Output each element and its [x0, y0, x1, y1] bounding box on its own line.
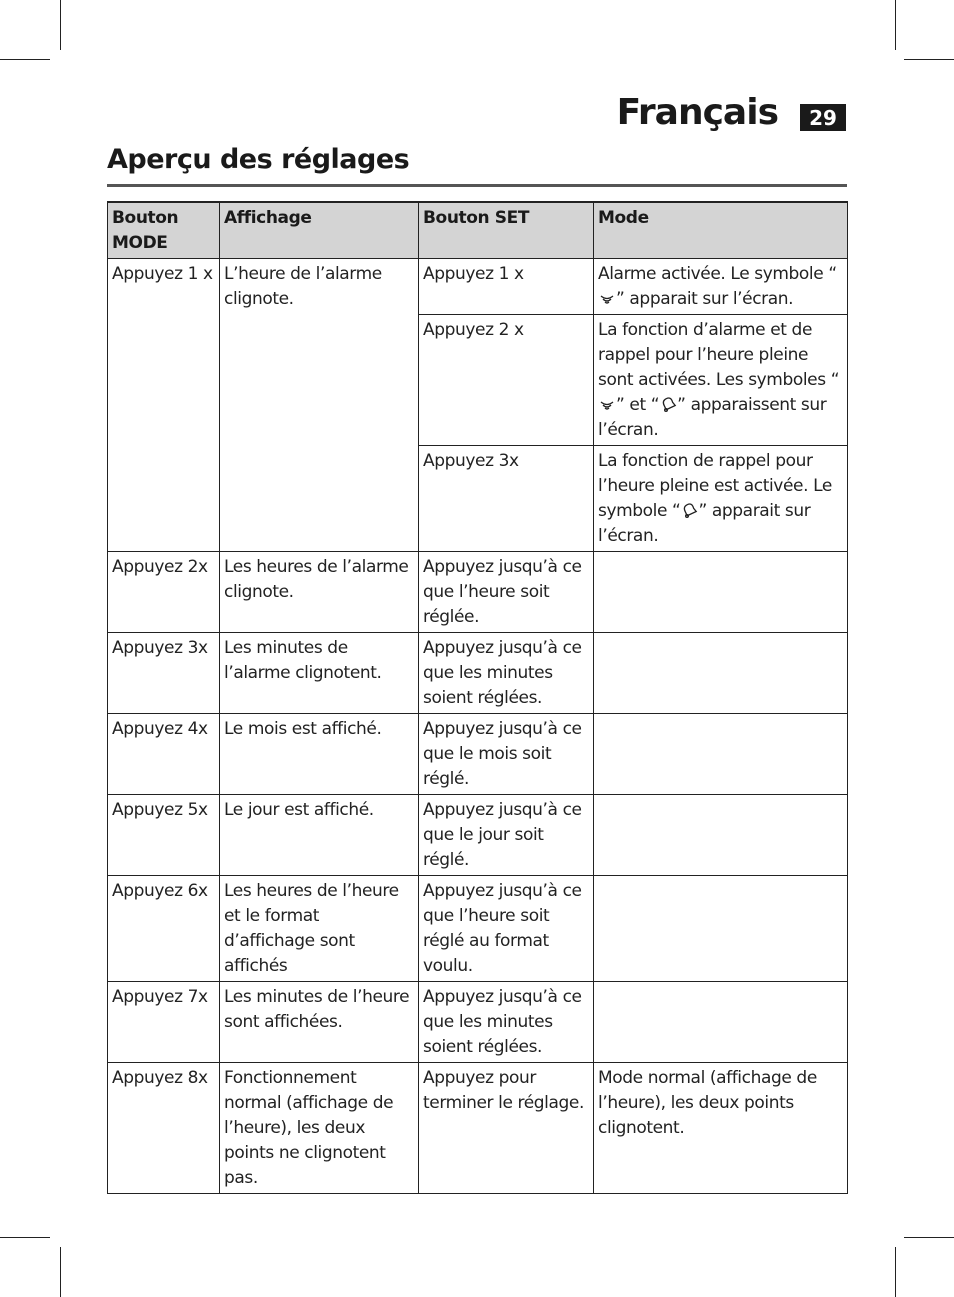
cell-mode: Appuyez 8x: [108, 1063, 220, 1194]
header-mode: Mode: [594, 202, 848, 259]
cell-mode: Appuyez 7x: [108, 982, 220, 1063]
alarm-waves-icon: [598, 395, 616, 413]
cell-set: Appuyez 1 x: [419, 259, 594, 315]
table-row: [108, 552, 848, 633]
cell-display: L’heure de l’alarme clignote.: [220, 259, 419, 552]
cell-mode: Appuyez 6x: [108, 876, 220, 982]
cell-set: Appuyez jusqu’à ce que l’heure soit réglée.: [419, 552, 594, 633]
header-bouton-mode: Bouton MODE: [108, 202, 220, 259]
cell-set: Appuyez jusqu’à ce que le jour soit réglé.: [419, 795, 594, 876]
crop-mark: [904, 1237, 954, 1238]
cell-display: Le jour est affiché.: [220, 795, 419, 876]
crop-mark: [904, 59, 954, 60]
cell-mode: Appuyez 2x: [108, 552, 220, 633]
cell-display: Les heures de l’heure et le format d’affichage sont affichés: [220, 876, 419, 982]
cell-set: Appuyez 3x: [419, 446, 594, 552]
cell-result: La fonction d’alarme et de rappel pour l’heure pleine sont activées. Les symboles “” et “ ” apparaissent sur l’écran.: [594, 315, 848, 446]
crop-mark: [60, 0, 61, 50]
cell-result: Alarme activée. Le symbole “” apparait sur l’écran.: [594, 259, 848, 315]
crop-mark: [0, 1237, 50, 1238]
crop-mark: [895, 0, 896, 50]
cell-display: Les minutes de l’alarme clignotent.: [220, 633, 419, 714]
cell-display: Les minutes de l’heure sont affichées.: [220, 982, 419, 1063]
cell-set: Appuyez jusqu’à ce que le mois soit réglé.: [419, 714, 594, 795]
cell-result: La fonction de rappel pour l’heure pleine est activée. Le symbole “ ” apparait sur l’écran.: [594, 446, 848, 552]
cell-result: [594, 982, 848, 1063]
cell-set: Appuyez jusqu’à ce que l’heure soit réglé au format voulu.: [419, 876, 594, 982]
cell-result: [594, 714, 848, 795]
table-row: [108, 633, 848, 714]
cell-result: [594, 795, 848, 876]
table-row: [108, 1063, 848, 1194]
cell-display: Le mois est affiché.: [220, 714, 419, 795]
cell-mode: Appuyez 5x: [108, 795, 220, 876]
section-title: Aperçu des réglages: [107, 144, 410, 175]
header-affichage: Affichage: [220, 202, 419, 259]
header-bouton-set: Bouton SET: [419, 202, 594, 259]
table-row: [108, 795, 848, 876]
settings-table: [107, 201, 848, 1194]
cell-display: Fonctionnement normal (affichage de l’heure), les deux points ne clignotent pas.: [220, 1063, 419, 1194]
crop-mark: [895, 1247, 896, 1297]
table-row: [108, 714, 848, 795]
title-rule: [107, 184, 847, 187]
cell-set: Appuyez 2 x: [419, 315, 594, 446]
language-title: Français: [616, 92, 778, 133]
bell-icon: [680, 501, 698, 519]
table-row: [108, 982, 848, 1063]
cell-set: Appuyez pour terminer le réglage.: [419, 1063, 594, 1194]
cell-result: [594, 633, 848, 714]
cell-result: [594, 876, 848, 982]
alarm-waves-icon: [598, 289, 616, 307]
cell-mode: Appuyez 1 x: [108, 259, 220, 552]
cell-mode: Appuyez 4x: [108, 714, 220, 795]
cell-set: Appuyez jusqu’à ce que les minutes soient réglées.: [419, 982, 594, 1063]
cell-result: [594, 552, 848, 633]
table-header-row: [108, 202, 848, 259]
cell-mode: Appuyez 3x: [108, 633, 220, 714]
table-row: [108, 259, 848, 315]
cell-set: Appuyez jusqu’à ce que les minutes soient réglées.: [419, 633, 594, 714]
crop-mark: [60, 1247, 61, 1297]
table-row: [108, 876, 848, 982]
crop-mark: [0, 59, 50, 60]
page-number: 29: [800, 104, 846, 131]
bell-icon: [659, 395, 677, 413]
cell-display: Les heures de l’alarme clignote.: [220, 552, 419, 633]
cell-result: Mode normal (affichage de l’heure), les deux points clignotent.: [594, 1063, 848, 1194]
